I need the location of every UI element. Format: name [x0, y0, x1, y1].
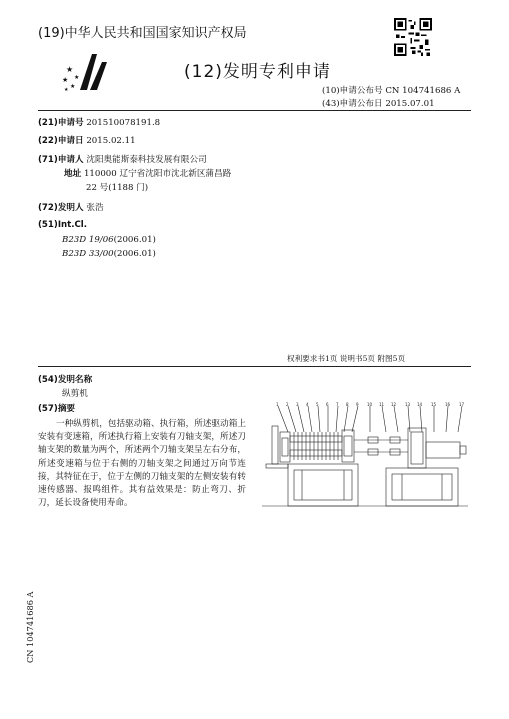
svg-text:5: 5: [316, 402, 319, 407]
svg-text:1: 1: [276, 402, 279, 407]
svg-text:★: ★: [62, 76, 69, 84]
sipo-logo-icon: [62, 52, 117, 92]
document-type: (12)发明专利申请: [184, 62, 331, 82]
ipc-class-1: B23D 19/06(2006.01): [62, 235, 156, 245]
svg-text:12: 12: [391, 402, 397, 407]
svg-text:★: ★: [66, 65, 74, 74]
machine-drawing: [258, 402, 472, 510]
application-number: (21)申请号 201510078191.8: [38, 118, 161, 128]
svg-text:6: 6: [326, 402, 329, 407]
inventor: (72)发明人 张浩: [38, 203, 104, 213]
svg-text:17: 17: [459, 402, 465, 407]
svg-text:4: 4: [306, 402, 309, 407]
filing-date: (22)申请日 2015.02.11: [38, 136, 136, 146]
page-counts: 权利要求书1页 说明书5页 附图5页: [287, 354, 406, 363]
header-divider: [38, 110, 471, 111]
applicant: (71)申请人 沈阳奥能斯泰科技发展有限公司: [38, 155, 207, 165]
ipc-class-2: B23D 33/00(2006.01): [62, 249, 156, 259]
abstract-label: (57)摘要: [38, 404, 76, 414]
svg-text:13: 13: [405, 402, 411, 407]
svg-text:3: 3: [296, 402, 299, 407]
svg-text:10: 10: [367, 402, 373, 407]
side-publication-number: CN 104741686 A: [25, 591, 35, 663]
svg-text:11: 11: [379, 402, 385, 407]
ipc-label: (51)Int.Cl.: [38, 220, 88, 230]
invention-name-label: (54)发明名称: [38, 375, 93, 385]
publication-date: (43)申请公布日 2015.07.01: [322, 99, 435, 109]
svg-text:★: ★: [70, 83, 76, 90]
svg-text:2: 2: [286, 402, 289, 407]
invention-name: 纵剪机: [62, 389, 88, 399]
abstract-text: 一种纵剪机，包括驱动箱、执行箱，所述驱动箱上安装有变速箱，所述执行箱上安装有刀轴支架，所述刀轴支架的数量为两个，所述两个刀轴支架呈左右分布，所述变速箱与位于右侧的刀轴支架之间通过万向节连接，其特征在于，位于左侧的刀轴支架的左侧安装有转速传感器、报鸣组件。其有益效果是：防止弯刀、折刀，延长设备使用寿命。: [38, 419, 246, 509]
svg-text:7: 7: [336, 402, 339, 407]
svg-text:8: 8: [346, 402, 349, 407]
office-name: (19)中华人民共和国国家知识产权局: [38, 26, 247, 41]
svg-text:16: 16: [445, 402, 451, 407]
svg-text:★: ★: [64, 87, 69, 92]
mid-divider: [38, 366, 471, 367]
svg-text:15: 15: [431, 402, 437, 407]
publication-number: (10)申请公布号 CN 104741686 A: [322, 86, 461, 96]
address: 地址 110000 辽宁省沈阳市沈北新区蒲昌路: [64, 169, 232, 179]
svg-text:9: 9: [356, 402, 359, 407]
address-line-2: 22 号(1188 门): [86, 183, 149, 193]
svg-text:14: 14: [417, 402, 423, 407]
svg-text:★: ★: [74, 74, 80, 81]
qr-code-icon: [394, 18, 432, 56]
